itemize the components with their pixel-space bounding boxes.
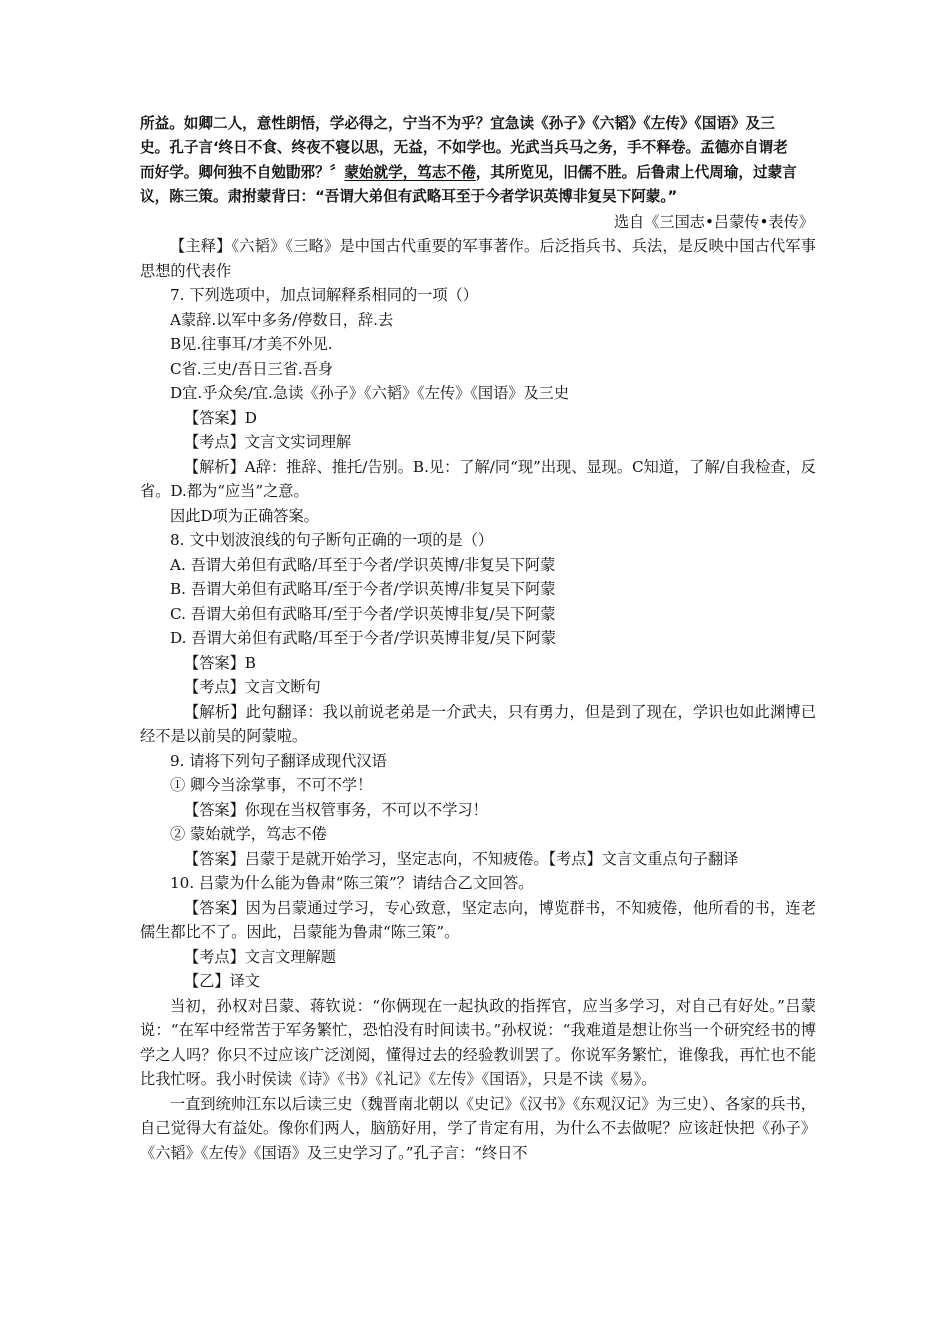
translation-heading: 【乙】译文	[184, 972, 260, 991]
question-7-option-a: A蒙辞.以军中多务/停数日，辞.去	[170, 310, 394, 329]
translation-paragraph: 一直到统帅江东以后读三史（魏晋南北朝以《史记》《汉书》《东观汉记》为三史）、各家的兵书，自己觉得大有益处。像你们两人，脑筋好用，学了肯定有用，为什么不去做呢？应该赶快把《孙子》《六韬》《左传》《国语》及三史学习了。”孔子言：“终日不	[140, 1094, 816, 1162]
annotation-note: 【主释】《六韬》《三略》是中国古代重要的军事著作。后泛指兵书、兵法，是反映中国古代军事思想的代表作	[140, 237, 816, 280]
passage-source: 选自《三国志•吕蒙传•表传》	[613, 212, 814, 231]
translation-paragraph: 当初，孙权对吕蒙、蒋钦说：“你俩现在一起执政的指挥官，应当多学习，对自己有好处。”吕蒙说：“在军中经常苦于军务繁忙，恐怕没有时间读书。”孙权说：“我难道是想让你当一个研究经书的博学之人吗？你只不过应该广泛浏阅，懂得过去的经验教训罢了。你说军务繁忙，谁像我，再忙也不能比我忙呀。我小时侯读《诗》《书》《礼记》《左传》《国语》，只是不读《易》。	[140, 996, 816, 1089]
question-8-answer: 【答案】B	[184, 653, 256, 672]
wavy-underlined-sentence: 蒙始就学，笃志不倦	[344, 163, 476, 181]
question-7-option-b: B见.往事耳/才美不外见.	[170, 335, 333, 354]
question-7-point: 【考点】文言文实词理解	[184, 433, 352, 452]
question-9-answer-2: 【答案】吕蒙于是就开始学习，坚定志向，不知疲倦。【考点】文言文重点句子翻译	[184, 849, 739, 868]
question-7-analysis: 【解析】A辞：推辞、推托/告别。B.见：了解/同“现”出现、显现。C知道，了解/自我检查，反省。D.都为“应当”之意。	[140, 457, 816, 501]
passage-line	[140, 161, 816, 185]
question-9-sentence-1: ① 卿今当涂掌事，不可不学！	[170, 776, 373, 795]
question-8-option-a: A. 吾谓大弟但有武略/耳至于今者/学识英博/非复吴下阿蒙	[170, 555, 556, 574]
question-7-option-d: D宜.乎众矣/宜.急读《孙子》《六韬》《左传》《国语》及三史	[170, 384, 570, 403]
question-8-point: 【考点】文言文断句	[184, 678, 321, 697]
classical-passage	[140, 112, 816, 210]
question-8-option-d: D. 吾谓大弟但有武略/耳至于今者/学识英博非复/吴下阿蒙	[170, 629, 556, 648]
question-9-answer-1: 【答案】你现在当权管事务，不可以不学习！	[184, 800, 488, 819]
question-7-option-c: C省.三史/吾日三省.吾身	[170, 359, 334, 378]
question-9-sentence-2: ② 蒙始就学，笃志不倦	[170, 825, 327, 844]
question-7-stem: 7. 下列选项中，加点词解释系相同的一项（）	[170, 286, 478, 305]
question-8-analysis: 【解析】此句翻译：我以前说老弟是一介武夫，只有勇力，但是到了现在，学识也如此渊博已经不是以前吴的阿蒙啦。	[140, 702, 816, 746]
passage-text: 而好学。卿何独不自勉勖邪？〞	[140, 163, 345, 181]
question-10-stem: 10. 吕蒙为什么能为鲁肃“陈三策”？请结合乙文回答。	[170, 874, 534, 893]
question-9-stem: 9. 请将下列句子翻译成现代汉语	[170, 751, 387, 770]
question-7-answer: 【答案】D	[184, 408, 257, 427]
passage-line: 议，陈三策。肃拊蒙背曰：“吾谓大弟但有武略耳至于今者学识英博非复吴下阿蒙。”	[140, 188, 678, 206]
passage-line: 史。孔子言‘终日不食、终夜不寝以思，无益，不如学也。光武当兵马之务，手不释卷。孟德亦自谓老	[140, 139, 788, 157]
passage-line: 所益。如卿二人，意性朗悟，学必得之，宁当不为乎？宜急读《孙子》《六韬》《左传》《国语》及三	[140, 115, 775, 132]
question-10-point: 【考点】文言文理解题	[184, 947, 336, 966]
passage-text: ，其所览见，旧儒不胜。后鲁肃上代周瑜，过蒙言	[475, 163, 797, 181]
document-page	[140, 112, 816, 1165]
question-7-conclusion: 因此D项为正确答案。	[170, 506, 319, 525]
question-8-option-c: C. 吾谓大弟但有武略耳/至于今者/学识英博非复/吴下阿蒙	[170, 604, 556, 623]
question-8-option-b: B. 吾谓大弟但有武略耳/至于今者/学识英博/非复吴下阿蒙	[170, 580, 556, 599]
question-8-stem: 8. 文中划波浪线的句子断句正确的一项的是（）	[170, 531, 494, 550]
question-10-answer: 【答案】因为吕蒙通过学习，专心致意，坚定志向，博览群书，不知疲倦，他所看的书，连老儒生都比不了。因此，吕蒙能为鲁肃“陈三策”。	[140, 898, 816, 942]
